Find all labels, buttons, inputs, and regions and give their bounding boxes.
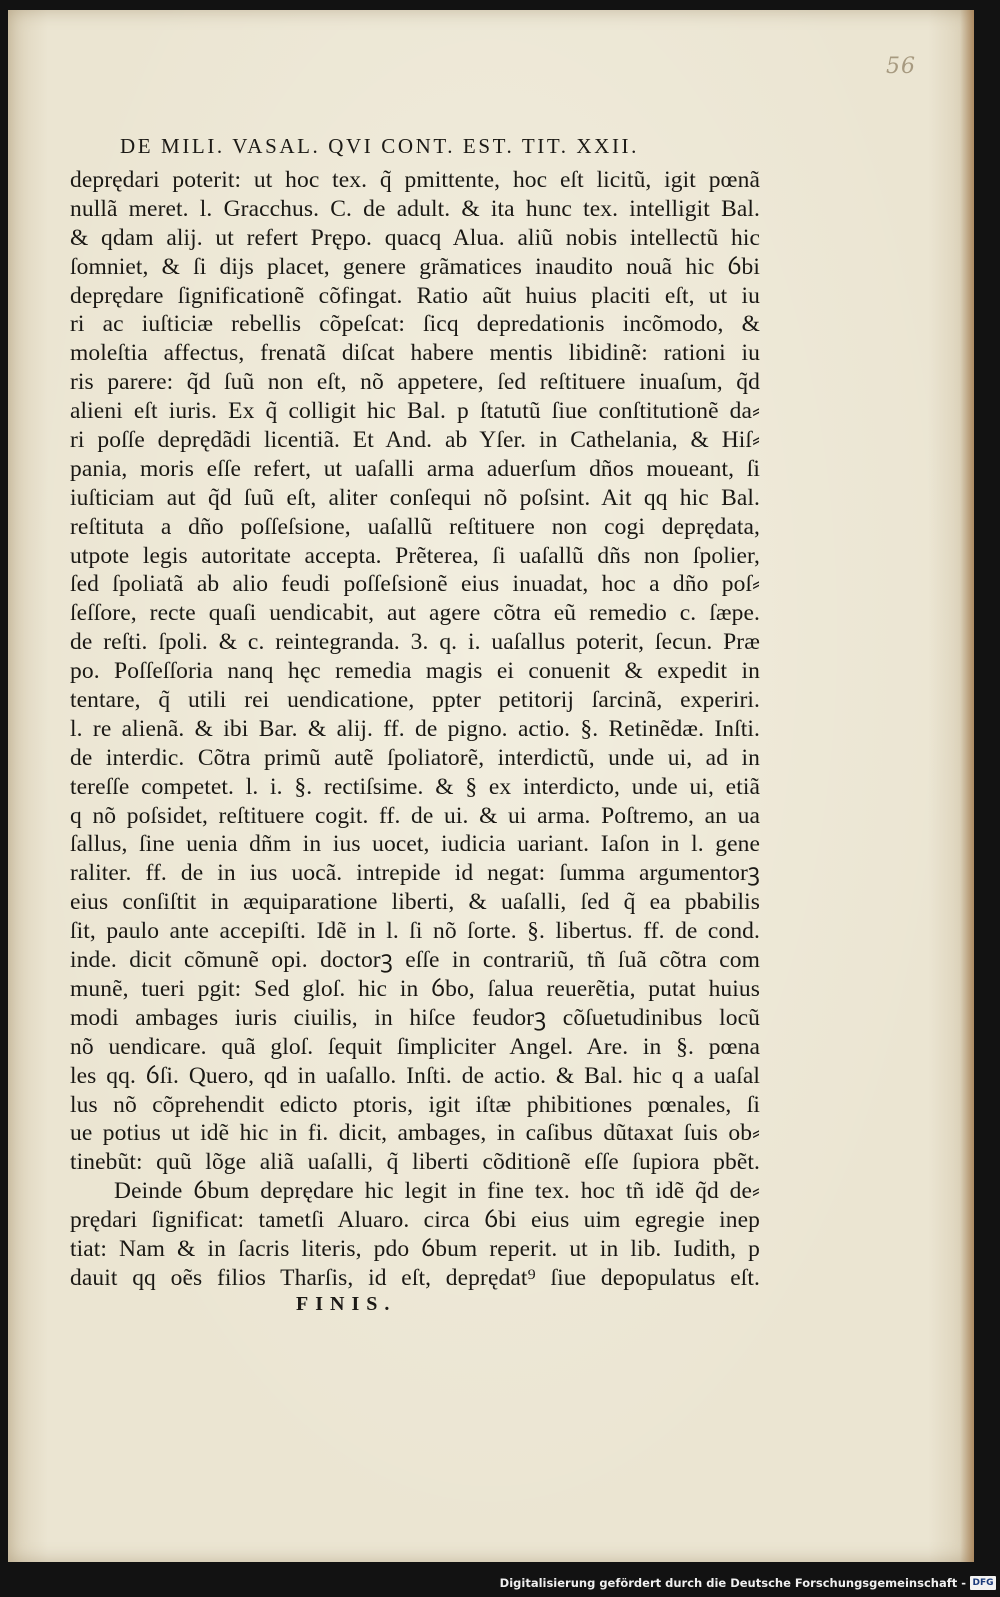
text-line: tentare, q̃ utili rei uendicatione, ppter petitorij ſarcinã, experiri. [70,687,760,714]
text-line: inde. dicit cõmunẽ opi. doctorꝫ eſſe in contrariũ, tñ ſuã cõtra com [70,947,760,974]
text-line: reſtituta a dño poſſeſsione, uaſallũ reſtituere non cogi deprędata, [70,513,760,540]
text-line: ſeſſore, recte quaſi uendicabit, aut agere cõtra eũ remedio c. ſæpe. [70,600,760,627]
text-line: ri ac iuſticiæ rebellis cõpeſcat: ſicq depredationis incõmodo, & [70,311,760,338]
text-line: deprędari poterit: ut hoc tex. q̃ pmittente, hoc eſt licitũ, igit pœnã [70,167,760,193]
text-line: ue potius ut idẽ hic in fi. dicit, ambages, in caſibus dũtaxat ſuis ob⸗ [70,1120,760,1147]
text-line: tinebũt: quũ lõge aliã uaſalli, q̃ liberti cõditionẽ eſſe ſupiora pbẽt. [70,1149,760,1176]
text-line: deprędare ſignificationẽ cõfingat. Ratio aũt huius placiti eſt, ut iu [70,282,760,309]
text-line: q nõ poſsidet, reſtituere cogit. ff. de ui. & ui arma. Poſtremo, an ua [70,802,760,829]
text-line: pania, moris eſſe refert, ut uaſalli arma aduerſum dños moueant, ſi [70,455,760,482]
text-line: alieni eſt iuris. Ex q̃ colligit hic Bal. p ſtatutũ ſiue conſtitutionẽ da⸗ [70,398,760,425]
text-line: ſomniet, & ſi dijs placet, genere grãmatices inaudito nouã hic ỽbi [70,253,760,280]
running-head: DE MILI. VASAL. QVI CONT. EST. TIT. XXII. [120,134,639,158]
text-line: nullã meret. l. Gracchus. C. de adult. & ita hunc tex. intelligit Bal. [70,195,760,222]
text-line: modi ambages iuris ciuilis, in hiſce feudorꝫ cõſuetudinibus locũ [70,1004,760,1031]
text-line: tiat: Nam & in ſacris literis, pdo ỽbum reperit. ut in lib. Iudith, p [70,1235,760,1262]
text-line: de interdic. Cõtra primũ autẽ ſpoliatorẽ, interdictũ, unde ui, ad in [70,744,760,771]
folio-mark: 56 [886,54,916,79]
text-line: ſed ſpoliatã ab alio feudi poſſeſsionẽ eius inuadat, hoc a dño poſ⸗ [70,571,760,598]
finis-mark: FINIS. [296,1293,397,1315]
text-line: utpote legis autoritate accepta. Prẽterea, ſi uaſallũ dñs non ſpolier, [70,542,760,569]
text-line: eius conſiſtit in æquiparatione liberti, & uaſalli, ſed q̃ ea pbabilis [70,889,760,916]
text-line: moleſtia affectus, frenatã diſcat habere mentis libidinẽ: rationi iu [70,340,760,367]
text-line: raliter. ff. de in ius uocã. intrepide id negat: ſumma argumentorꝫ [70,860,760,887]
text-line: de reſti. ſpoli. & c. reintegranda. 3. q. i. uaſallus poterit, ſecun. Præ [70,629,760,656]
funding-credit: Digitalisierung gefördert durch die Deutsche Forschungsgemeinschaft - [499,1576,966,1590]
text-line: ſallus, ſine uenia dñm in ius uocet, iudicia uariant. Iaſon in l. gene [70,831,760,858]
text-line: po. Poſſeſſoria nanq hęc remedia magis ei conuenit & expedit in [70,658,760,685]
body-text [70,166,760,1293]
text-line: lus nõ cõprehendit edicto ptoris, igit iſtæ phibitiones pœnales, ſi [70,1091,760,1118]
text-line: iuſticiam aut q̃d ſuũ eſt, aliter conſequi nõ poſsint. Ait qq hic Bal. [70,484,760,511]
text-line: nõ uendicare. quã gloſ. ſequit ſimpliciter Angel. Are. in §. pœna [70,1033,760,1060]
page-edge-stain [960,10,974,1562]
text-line: & qdam alij. ut refert Prępo. quacq Alua. aliũ nobis intellectũ hic [70,224,760,251]
text-line: les qq. ỽſi. Quero, qd in uaſallo. Inſti. de actio. & Bal. hic q a uaſal [70,1062,760,1089]
digitization-footer [500,1573,996,1593]
text-line: tereſſe competet. l. i. §. rectiſsime. & § ex interdicto, unde ui, etiã [70,773,760,800]
text-line: ris parere: q̃d ſuũ non eſt, nõ appetere, ſed reſtituere inuaſum, q̃d [70,369,760,396]
text-line: ſit, paulo ante accepiſti. Idẽ in l. ſi nõ ſorte. §. libertus. ff. de cond. [70,918,760,945]
text-line: dauit qq oẽs filios Tharſis, id eſt, deprędat⁹ ſiue depopulatus eſt. [70,1264,760,1291]
text-line: prędari ſignificat: tametſi Aluaro. circa ỽbi eius uim egregie inep [70,1207,760,1234]
text-line: l. re alienã. & ibi Bar. & alij. ff. de pigno. actio. §. Retinẽdæ. Inſti. [70,715,760,742]
text-line: ri poſſe deprędãdi licentiã. Et And. ab Yſer. in Cathelania, & Hiſ⸗ [70,427,760,454]
text-line: munẽ, tueri pgit: Sed gloſ. hic in ỽbo, ſalua reuerẽtia, putat huius [70,975,760,1002]
dfg-logo-icon: DFG [970,1576,996,1590]
text-line: Deinde ỽbum deprędare hic legit in fine tex. hoc tñ idẽ q̃d de⸗ [114,1178,760,1205]
